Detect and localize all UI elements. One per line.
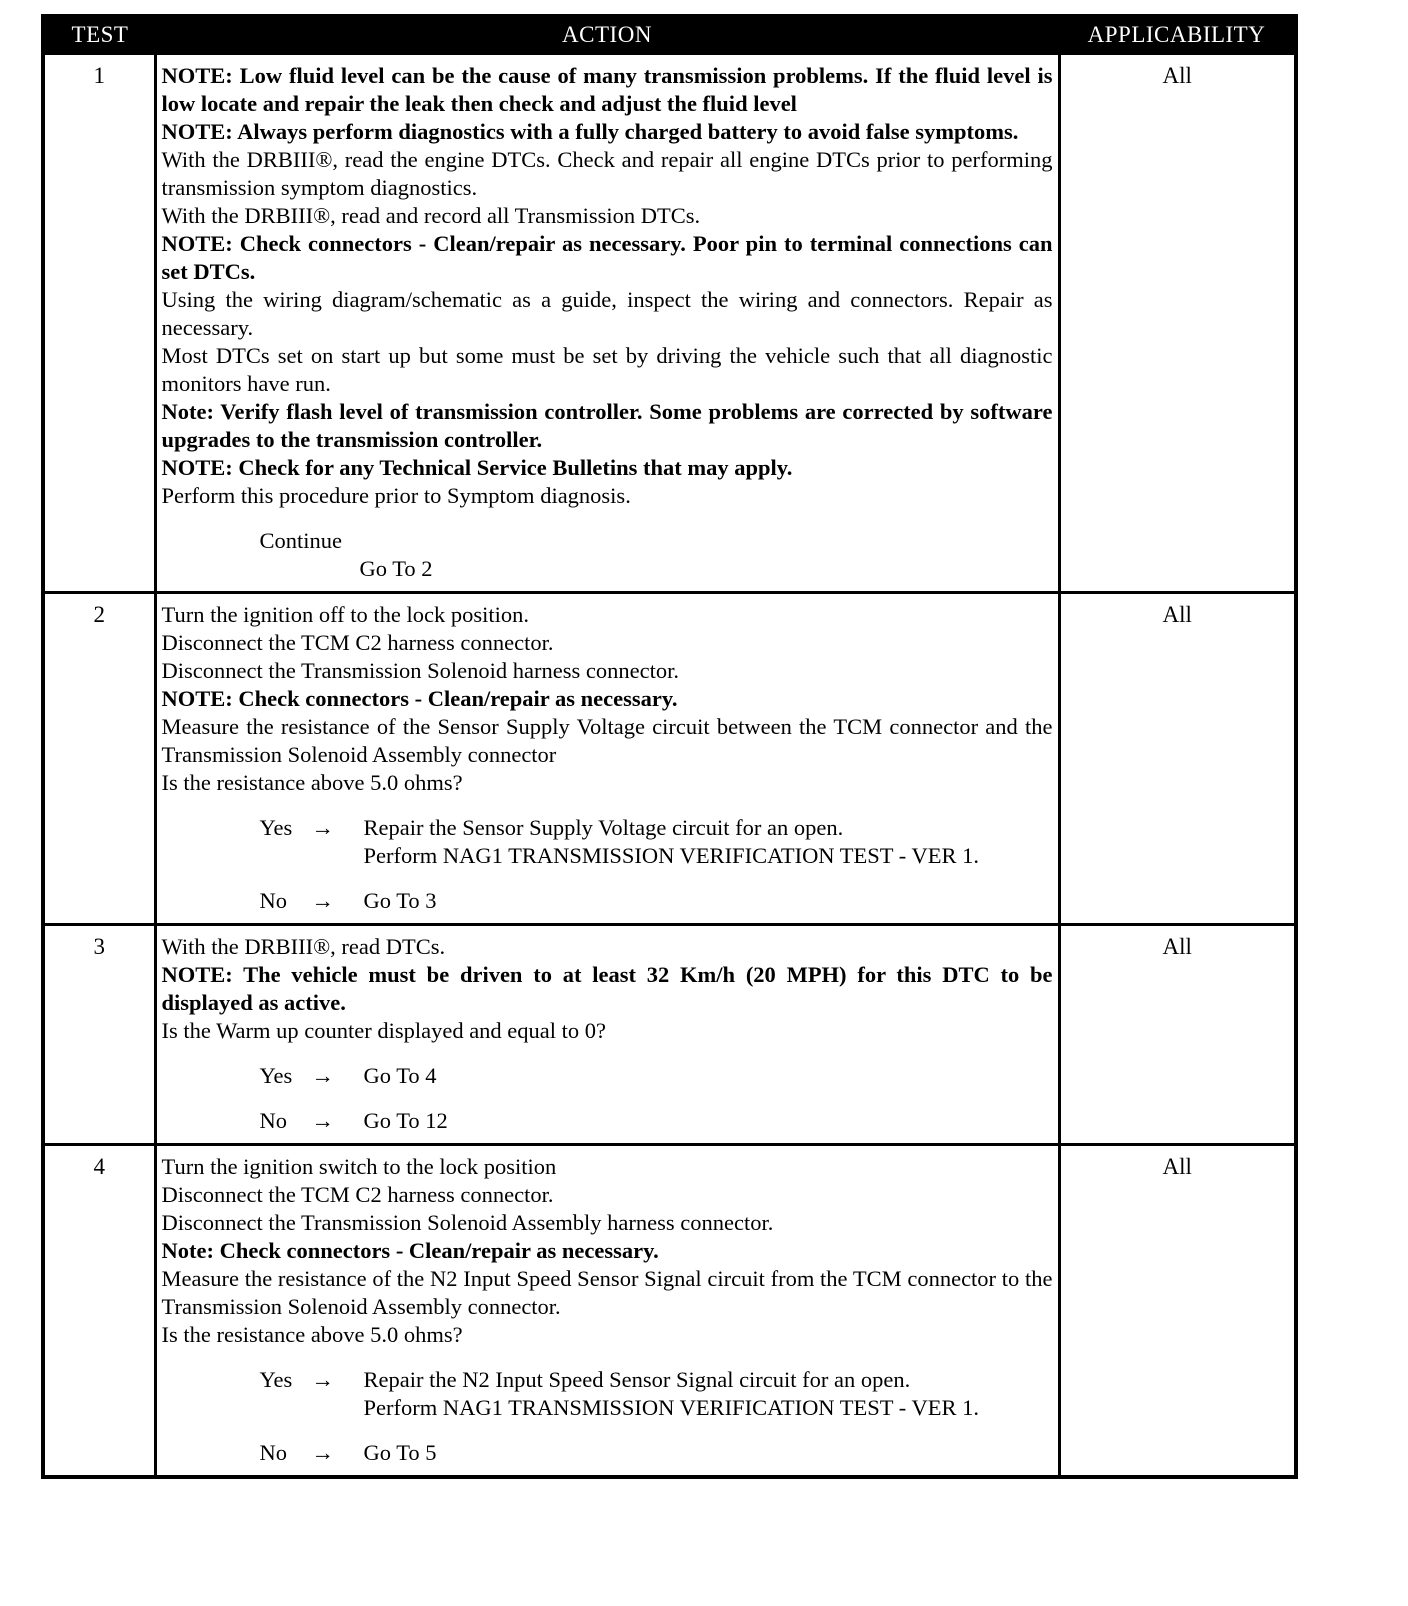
instruction-line: Turn the ignition off to the lock position.: [161, 602, 530, 627]
result-text: [364, 1366, 1053, 1422]
instruction-line: Using the wiring diagram/schematic as a guide, inspect the wiring and connectors. Repair as necessary.: [161, 287, 1053, 340]
goto-link[interactable]: Go To 2: [359, 556, 433, 581]
result-block: [260, 1062, 1053, 1135]
instruction-line: Disconnect the TCM C2 harness connector.: [161, 1182, 554, 1207]
goto-link[interactable]: Go To 5: [363, 1440, 437, 1465]
test-action: [155, 925, 1059, 1145]
continue-label: Continue: [259, 528, 342, 553]
arrow-icon: →: [311, 888, 334, 913]
result-line: Repair the Sensor Supply Voltage circuit for an open.: [363, 815, 844, 840]
instruction-line: Perform this procedure prior to Symptom diagnosis.: [161, 483, 631, 508]
test-number: 4: [43, 1145, 155, 1478]
result-row: [260, 1366, 1053, 1422]
note-line: NOTE: Check connectors - Clean/repair as necessary.: [161, 686, 678, 711]
note-line: NOTE: Low fluid level can be the cause of many transmission problems. If the fluid level is low locate and repair the leak then check and adjust the fluid level: [161, 63, 1053, 116]
continue-block: [260, 527, 1053, 583]
table-row: [43, 1145, 1296, 1478]
instruction-line: Is the resistance above 5.0 ohms?: [161, 770, 463, 795]
test-applicability: All: [1059, 1145, 1296, 1478]
note-line: Note: Verify flash level of transmission controller. Some problems are corrected by software upgrades to the transmission controller.: [161, 399, 1053, 452]
instruction-line: Is the resistance above 5.0 ohms?: [161, 1322, 463, 1347]
diagnostic-table: [41, 14, 1298, 1479]
result-text: [364, 1107, 1053, 1135]
instruction-line: Disconnect the Transmission Solenoid harness connector.: [161, 658, 679, 683]
instruction-line: With the DRBIII®, read the engine DTCs. Check and repair all engine DTCs prior to performing transmission symptom diagnostics.: [161, 147, 1053, 200]
result-label: Yes: [259, 815, 293, 840]
test-applicability: All: [1059, 54, 1296, 593]
note-line: NOTE: The vehicle must be driven to at least 32 Km/h (20 MPH) for this DTC to be displayed as active.: [161, 962, 1053, 1015]
result-label: Yes: [259, 1367, 293, 1392]
arrow-icon: →: [311, 1440, 334, 1465]
header-action: ACTION: [155, 16, 1059, 54]
header-applicability: APPLICABILITY: [1059, 16, 1296, 54]
header-test: TEST: [43, 16, 155, 54]
test-applicability: All: [1059, 925, 1296, 1145]
result-block: [260, 1366, 1053, 1467]
test-action: [155, 593, 1059, 925]
arrow-icon: →: [311, 1108, 334, 1133]
instruction-line: Turn the ignition switch to the lock position: [161, 1154, 557, 1179]
note-line: NOTE: Always perform diagnostics with a fully charged battery to avoid false symptoms.: [161, 119, 1019, 144]
result-line: Repair the N2 Input Speed Sensor Signal circuit for an open.: [363, 1367, 911, 1392]
note-line: Note: Check connectors - Clean/repair as necessary.: [161, 1238, 659, 1263]
instruction-line: Disconnect the Transmission Solenoid Assembly harness connector.: [161, 1210, 774, 1235]
result-row: [260, 1439, 1053, 1467]
test-action: [155, 54, 1059, 593]
instruction-line: Disconnect the TCM C2 harness connector.: [161, 630, 554, 655]
table-body: [43, 54, 1296, 1478]
result-text: [364, 814, 1053, 870]
test-number: 1: [43, 54, 155, 593]
table-row: [43, 54, 1296, 593]
goto-link[interactable]: Go To 4: [363, 1063, 437, 1088]
test-number: 3: [43, 925, 155, 1145]
instruction-line: Most DTCs set on start up but some must be set by driving the vehicle such that all diagnostic monitors have run.: [161, 343, 1053, 396]
note-line: NOTE: Check for any Technical Service Bulletins that may apply.: [161, 455, 793, 480]
result-label: No: [259, 888, 287, 913]
table-row: [43, 925, 1296, 1145]
instruction-line: Is the Warm up counter displayed and equal to 0?: [161, 1018, 607, 1043]
instruction-line: Measure the resistance of the N2 Input Speed Sensor Signal circuit from the TCM connector to the Transmission Solenoid Assembly connector.: [161, 1266, 1053, 1319]
test-action: [155, 1145, 1059, 1478]
result-row: [260, 887, 1053, 915]
test-number: 2: [43, 593, 155, 925]
result-label: Yes: [259, 1063, 293, 1088]
note-line: NOTE: Check connectors - Clean/repair as necessary. Poor pin to terminal connections can set DTCs.: [161, 231, 1053, 284]
goto-link[interactable]: Go To 12: [363, 1108, 448, 1133]
instruction-line: With the DRBIII®, read and record all Transmission DTCs.: [161, 203, 701, 228]
result-text: [364, 887, 1053, 915]
result-row: [260, 1107, 1053, 1135]
result-line: Perform NAG1 TRANSMISSION VERIFICATION TEST - VER 1.: [363, 1395, 979, 1420]
test-applicability: All: [1059, 593, 1296, 925]
result-block: [260, 814, 1053, 915]
result-line: Perform NAG1 TRANSMISSION VERIFICATION TEST - VER 1.: [363, 843, 979, 868]
result-label: No: [259, 1108, 287, 1133]
instruction-line: With the DRBIII®, read DTCs.: [161, 934, 446, 959]
result-text: [364, 1062, 1053, 1090]
header-row: [43, 16, 1296, 54]
arrow-icon: →: [311, 815, 334, 840]
result-row: [260, 1062, 1053, 1090]
table-row: [43, 593, 1296, 925]
result-row: [260, 814, 1053, 870]
result-text: [364, 1439, 1053, 1467]
result-label: No: [259, 1440, 287, 1465]
instruction-line: Measure the resistance of the Sensor Supply Voltage circuit between the TCM connector and the Transmission Solenoid Assembly connector: [161, 714, 1053, 767]
arrow-icon: →: [311, 1367, 334, 1392]
arrow-icon: →: [311, 1063, 334, 1088]
goto-link[interactable]: Go To 3: [363, 888, 437, 913]
